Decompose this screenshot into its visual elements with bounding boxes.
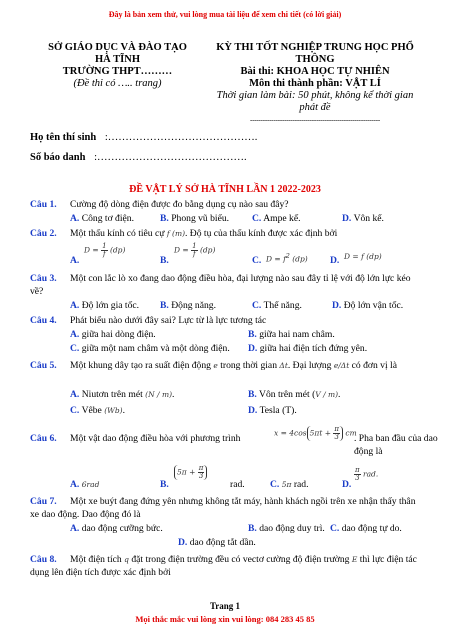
question-5: Câu 5. Một khung dây tạo ra suất điện động e trong thời gian Δt. Đại lượng e/Δt có đơn vị là — [30, 360, 397, 371]
exam-name-line1: KỲ THI TỐT NGHIỆP TRUNG HỌC PHỔ — [216, 42, 414, 53]
candidate-number-field — [30, 152, 247, 163]
question-label: Câu 1. — [30, 199, 57, 210]
option-d: D. — [330, 255, 340, 266]
preview-note: Đây là bản xem thử, vui lòng mua tài liệu để xem chi tiết (có lời giải) — [108, 10, 342, 19]
delta-t-symbol: Δt — [279, 361, 288, 370]
option-b: B. — [160, 255, 169, 266]
question-7-options-row2 — [178, 537, 378, 549]
option-d: D. Vôn kế. — [342, 213, 384, 224]
candidate-name-dots: :……………………………………. — [104, 132, 258, 143]
option-b: B. Động năng. — [160, 300, 216, 311]
formula-c: $D = f^2$ (dp) — [266, 253, 308, 264]
page-count-note: (Đề thi có ….. trang) — [73, 78, 162, 89]
candidate-number-dots: :……………………………………. — [94, 152, 247, 163]
formula-d: D = f (dp) — [344, 252, 382, 261]
formula-b: 5π + $\frac{\pi}{3}$ — [174, 465, 207, 480]
option-d: D. giữa hai điện tích đứng yên. — [248, 343, 368, 354]
question-label: Câu 6. — [30, 433, 57, 444]
exam-name-line2: THÔNG — [295, 54, 335, 65]
candidate-name-field — [30, 132, 257, 143]
header-left — [30, 42, 205, 90]
header-right — [210, 42, 420, 126]
question-2: Câu 2. Một thấu kính có tiêu cự f (m). Độ tụ của thấu kính được xác định bởi — [30, 228, 338, 239]
option-b: B. Vôn trên mét (V / m). — [248, 389, 341, 400]
question-label: Câu 7. — [30, 496, 57, 507]
charge-symbol: q — [124, 555, 129, 564]
option-b-unit: rad. — [230, 479, 245, 490]
header-divider: ------------------------------------------------------------- — [250, 116, 380, 124]
option-b: B. — [160, 479, 169, 490]
question-3: Câu 3. Một con lắc lò xo đang dao động điều hòa, đại lượng nào sau đây tỉ lệ với độ lớn lực kéo về? — [30, 273, 411, 297]
question-6-text-end: . Pha ban đầu của dao động là — [354, 433, 438, 457]
option-c: C. Thế năng. — [252, 300, 302, 311]
exam-time-line1: Thời gian làm bài: 50 phút, không kể thời gian — [216, 90, 414, 101]
question-label: Câu 2. — [30, 228, 57, 239]
option-c: C. Ampe kế. — [252, 213, 301, 224]
question-text: Cường độ dòng điện được đo bằng dụng cụ nào sau đây? — [70, 199, 289, 210]
question-8: Câu 8. Một điện tích q đặt trong điện trường đều có vectơ cường độ điện trường E thì lực điện tác dụng lên điện tích được xác định bởi — [30, 554, 417, 578]
candidate-number-label: Số báo danh — [30, 152, 86, 163]
formula-a: D = $\frac{1}{f}$ (dp) — [84, 242, 126, 258]
option-c: C. giữa một nam châm và một dòng điện. — [70, 343, 230, 354]
option-a: A. — [70, 255, 80, 266]
option-c: C. 5π rad. — [270, 479, 309, 490]
question-2-options — [70, 243, 430, 269]
exam-time-line2: phát đề — [299, 102, 331, 113]
exam-title: ĐỀ VẬT LÝ SỞ HÀ TĨNH LẦN 1 2022-2023 — [129, 184, 321, 195]
emf-symbol: e — [213, 361, 218, 370]
question-4: Câu 4. Phát biểu nào dưới đây sai? Lực từ là lực tương tác — [30, 315, 267, 326]
option-c: C. — [252, 255, 262, 266]
option-c: C. dao động tự do. — [330, 523, 402, 534]
option-b: B. dao động duy trì. — [248, 523, 325, 534]
option-a: A. Niutơn trên mét (N / m). — [70, 389, 175, 400]
question-label: Câu 8. — [30, 554, 57, 565]
option-a: A. Công tơ điện. — [70, 213, 134, 224]
exam-component: Môn thi thành phần: VẬT LÍ — [249, 78, 381, 89]
question-label: Câu 3. — [30, 273, 57, 284]
option-a: A. 6rad — [70, 479, 100, 490]
option-a: A. Độ lớn gia tốc. — [70, 300, 140, 311]
formula-d: $\frac{\pi}{3}$ rad. — [355, 466, 379, 482]
question-6: Câu 6. Một vật dao động điều hòa với phương trình — [30, 433, 241, 444]
question-6-options — [70, 465, 430, 493]
department-name: SỞ GIÁO DỤC VÀ ĐÀO TẠO — [48, 42, 187, 53]
option-d: D. dao động tắt dần. — [178, 537, 256, 548]
option-d: D. Tesla (T). — [248, 405, 297, 416]
page-number: Trang 1 — [209, 601, 241, 611]
oscillation-equation: x = 4cos 5πt + $\frac{\pi}{3}$ cm — [274, 425, 357, 441]
option-b: B. giữa hai nam châm. — [248, 329, 335, 340]
field-symbol: E — [351, 555, 358, 564]
department-province: HÀ TĨNH — [94, 54, 141, 65]
exam-subject: Bài thi: KHOA HỌC TỰ NHIÊN — [240, 66, 390, 77]
option-d: D. Độ lớn vận tốc. — [332, 300, 404, 311]
question-1 — [30, 199, 430, 212]
candidate-name-label: Họ tên thí sinh — [30, 132, 97, 143]
option-a: A. giữa hai dòng điện. — [70, 329, 156, 340]
question-7: Câu 7. Một xe buýt đang đứng yên nhưng không tắt máy, hành khách ngồi trên xe nhận thấy thân xe dao động. Dao động đó là — [30, 496, 416, 520]
question-label: Câu 4. — [30, 315, 57, 326]
option-a: A. dao động cưỡng bức. — [70, 523, 163, 534]
focal-length-symbol: f (m) — [166, 229, 185, 238]
formula-b: D = $\frac{1}{f}$ (dp) — [174, 242, 216, 258]
option-c: C. Vêbe (Wb). — [70, 405, 125, 416]
question-label: Câu 5. — [30, 360, 57, 371]
school-name: TRƯỜNG THPT……… — [62, 66, 173, 77]
contact-note: Mọi thắc mắc vui lòng xin vui lòng: 084 283 45 85 — [135, 614, 315, 624]
option-b: B. Phong vũ biểu. — [160, 213, 230, 224]
option-d: D. — [342, 479, 352, 490]
e-over-dt-symbol: e/Δt — [333, 361, 350, 370]
